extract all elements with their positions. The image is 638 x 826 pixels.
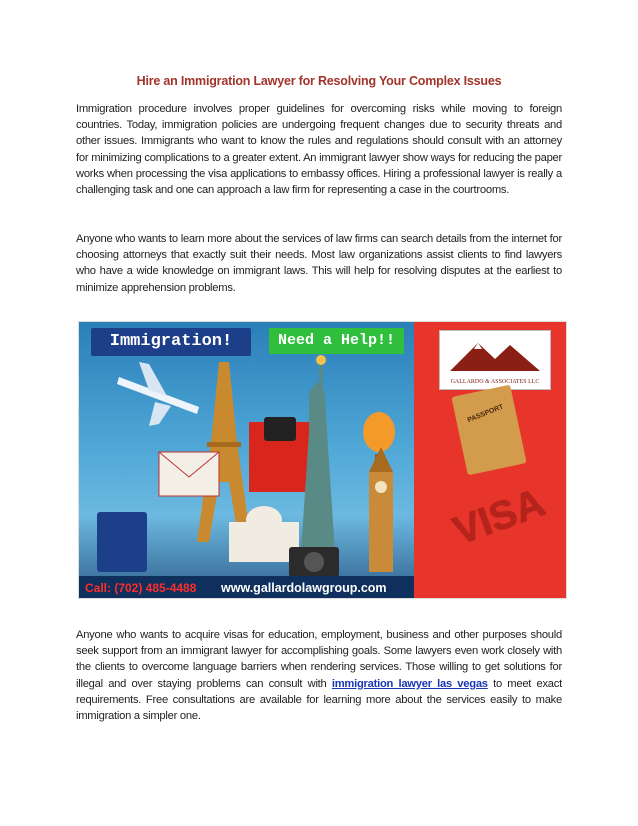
paragraph-1: Immigration procedure involves proper guidelines for overcoming risks while moving to foreign countries. Today, immigration policies are undergoing frequent changes due to security threats and other issues. Immigrants who want to know the rules and regulations should consult with an attorney for minimizing complications to a greater extent. An immigrant lawyer show ways for reducing the paper works when processing the visa applications to embassy offices. Hiring a professional lawyer is really a challenging task and one can approach a law firm for representing a case in the courtrooms. — [76, 103, 562, 197]
paragraph-3-text-end: to meet exact requirements. Free consultations are available for learning more about the services easily to make immigration a simpler one. — [76, 677, 562, 723]
travel-collage-illustration — [79, 322, 414, 598]
paragraph-3 — [76, 627, 562, 724]
banner-website: www.gallardolawgroup.com — [221, 581, 387, 595]
big-ben-icon — [369, 447, 393, 572]
tablet-icon — [264, 417, 296, 441]
mountain-logo-icon — [440, 335, 550, 375]
passport-blue-icon — [97, 512, 147, 572]
paragraph-3-text-start: Anyone who wants to acquire visas for education, employment, business and other purposes should seek support from an immigrant lawyer for accomplishing goals. Some lawyers even work closely with the clients to overcome language barriers when rendering services. Those willing to get solutions for illegal and over staying problems can consult with — [76, 629, 562, 690]
visa-stamp: VISA — [447, 480, 551, 554]
firm-logo-text: GALLARDO & ASSOCIATES LLC — [450, 379, 540, 385]
banner-headline-right: Need a Help!! — [269, 328, 404, 354]
page-title: Hire an Immigration Lawyer for Resolving Your Complex Issues — [136, 74, 502, 88]
immigration-lawyer-link[interactable]: immigration lawyer las vegas — [331, 677, 488, 690]
firm-logo — [439, 330, 551, 390]
immigration-banner-image — [78, 321, 567, 599]
passport-label: PASSPORT — [466, 403, 505, 425]
paragraph-2: Anyone who wants to learn more about the services of law firms can search details from the internet for choosing attorneys that exactly suit their needs. Most law organizations assist clients to find lawyers who have a wide knowledge on immigrant laws. This will help for resolving disputes at the earliest to minimize apprehension problems. — [76, 233, 562, 294]
airplane-icon — [117, 362, 199, 426]
banner-footer-strip — [79, 576, 414, 598]
banner-headline-left: Immigration! — [91, 328, 251, 356]
envelope-icon — [159, 452, 219, 496]
camera-icon — [289, 547, 339, 577]
banner-phone: Call: (702) 485-4488 — [85, 581, 197, 595]
